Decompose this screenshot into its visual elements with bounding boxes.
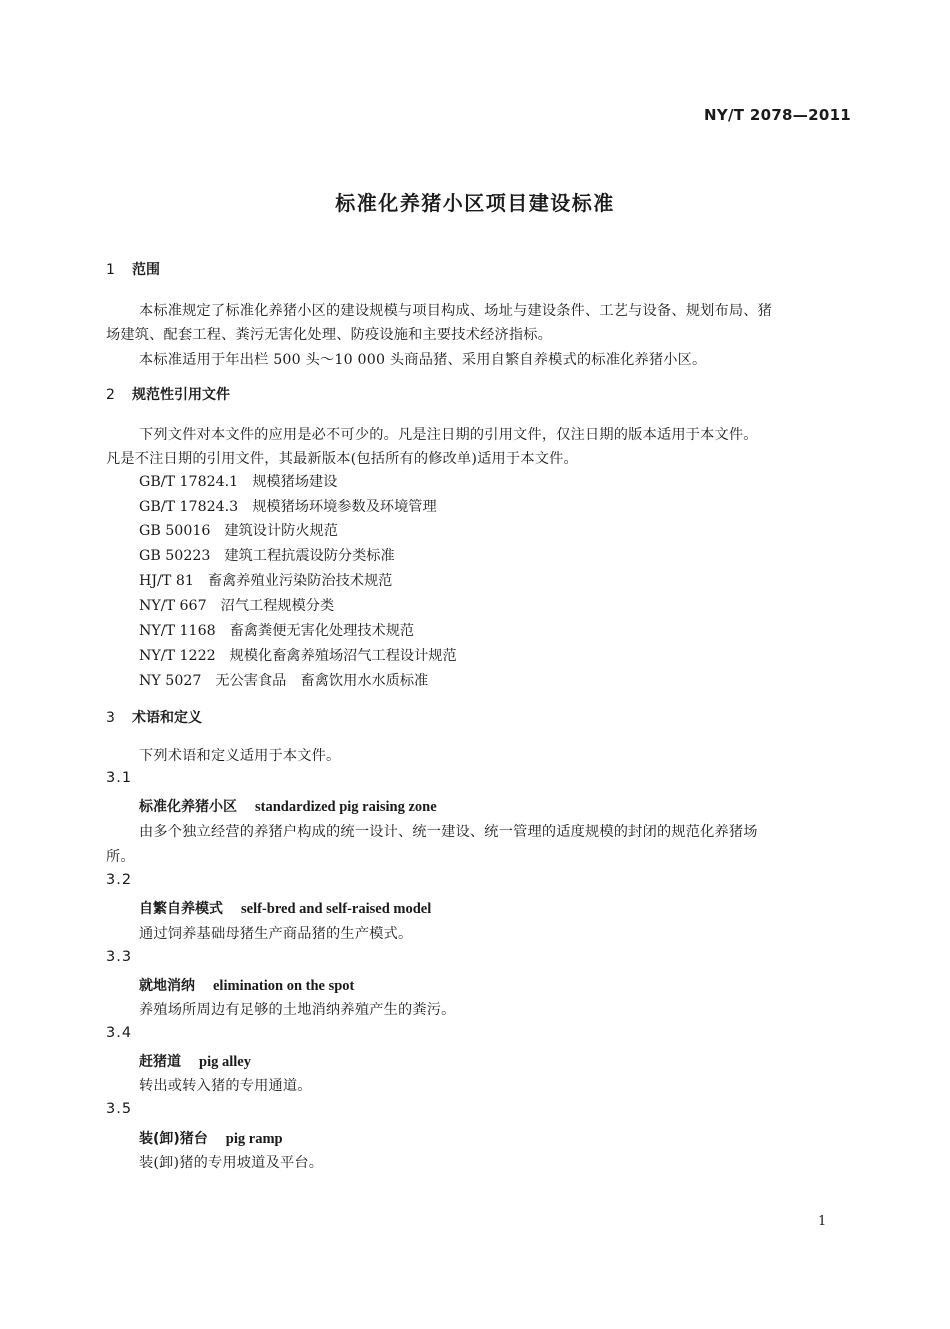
standard-code: NY/T 2078—2011 <box>704 106 852 124</box>
reference-item <box>139 545 395 565</box>
paragraph-line: 下列文件对本文件的应用是必不可少的。凡是注日期的引用文件，仅注日期的版本适用于本文件。 <box>139 427 758 443</box>
term-heading <box>139 1128 283 1148</box>
term-heading <box>139 975 354 995</box>
section-3-heading <box>106 707 202 727</box>
reference-name: 规模猪场环境参数及环境管理 <box>252 499 437 515</box>
term-heading <box>139 898 431 918</box>
section-1-heading <box>106 259 160 279</box>
term-zh: 标准化养猪小区 <box>139 799 237 815</box>
paragraph-line: 场建筑、配套工程、粪污无害化处理、防疫设施和主要技术经济指标。 <box>106 327 553 343</box>
paragraph-line: 本标准适用于年出栏 500 头～10 000 头商品猪、采用自繁自养模式的标准化养猪小区。 <box>139 352 707 368</box>
reference-item <box>139 645 457 665</box>
reference-item <box>139 496 437 516</box>
reference-code: NY/T 1168 <box>139 623 216 639</box>
reference-item <box>139 471 337 491</box>
section-title: 规范性引用文件 <box>132 387 230 403</box>
term-heading <box>139 796 437 816</box>
reference-item <box>139 620 414 640</box>
reference-code: GB/T 17824.1 <box>139 474 239 490</box>
reference-name: 畜禽养殖业污染防治技术规范 <box>207 573 393 589</box>
reference-name: 规模化畜禽养殖场沼气工程设计规范 <box>229 648 457 664</box>
paragraph-line: 本标准规定了标准化养猪小区的建设规模与项目构成、场址与建设条件、工艺与设备、规划布局、猪 <box>139 303 773 319</box>
paragraph-line: 凡是不注日期的引用文件，其最新版本(包括所有的修改单)适用于本文件。 <box>106 451 578 467</box>
reference-name: 无公害食品 畜禽饮用水水质标准 <box>215 673 429 689</box>
term-en: standardized pig raising zone <box>255 799 437 815</box>
reference-code: GB 50016 <box>139 523 211 539</box>
reference-name: 沼气工程规模分类 <box>220 598 335 614</box>
term-definition: 装(卸)猪的专用坡道及平台。 <box>139 1155 324 1171</box>
reference-name: 规模猪场建设 <box>252 474 338 490</box>
reference-code: HJ/T 81 <box>139 573 194 589</box>
section-title: 术语和定义 <box>132 710 202 726</box>
reference-code: NY/T 1222 <box>139 648 216 664</box>
term-en: self-bred and self-raised model <box>241 901 432 917</box>
reference-name: 畜禽粪便无害化处理技术规范 <box>229 623 415 639</box>
reference-item <box>139 670 428 690</box>
term-zh: 自繁自养模式 <box>139 901 223 917</box>
subsection-number: 3.5 <box>106 1101 133 1117</box>
reference-item <box>139 570 392 590</box>
reference-item <box>139 520 338 540</box>
term-en: pig alley <box>199 1054 251 1070</box>
term-en: elimination on the spot <box>213 978 355 994</box>
subsection-number: 3.2 <box>106 872 133 888</box>
reference-code: GB/T 17824.3 <box>139 499 239 515</box>
document-title: 标准化养猪小区项目建设标准 <box>335 191 615 215</box>
reference-code: GB 50223 <box>139 548 211 564</box>
term-heading <box>139 1051 251 1071</box>
reference-code: NY 5027 <box>139 673 202 689</box>
section-number: 1 <box>106 262 115 278</box>
term-en: pig ramp <box>225 1131 283 1147</box>
subsection-number: 3.4 <box>106 1025 133 1041</box>
term-zh: 赶猪道 <box>139 1054 181 1070</box>
term-zh: 装(卸)猪台 <box>139 1131 208 1147</box>
term-definition: 转出或转入猪的专用通道。 <box>139 1078 312 1094</box>
reference-name: 建筑设计防火规范 <box>224 523 338 539</box>
subsection-number: 3.3 <box>106 949 133 965</box>
term-definition: 通过饲养基础母猪生产商品猪的生产模式。 <box>139 926 413 942</box>
paragraph-line: 下列术语和定义适用于本文件。 <box>139 748 341 764</box>
subsection-number: 3.1 <box>106 770 133 786</box>
reference-code: NY/T 667 <box>139 598 207 614</box>
section-title: 范围 <box>132 262 160 278</box>
reference-name: 建筑工程抗震设防分类标准 <box>224 548 395 564</box>
reference-item <box>139 595 334 615</box>
term-definition: 所。 <box>106 849 135 865</box>
section-number: 3 <box>106 710 115 726</box>
term-definition: 养殖场所周边有足够的土地消纳养殖产生的粪污。 <box>139 1002 456 1018</box>
term-definition: 由多个独立经营的养猪户构成的统一设计、统一建设、统一管理的适度规模的封闭的规范化养猪场 <box>139 824 758 840</box>
term-zh: 就地消纳 <box>139 978 195 994</box>
section-number: 2 <box>106 387 115 403</box>
section-2-heading <box>106 384 230 404</box>
page-number: 1 <box>818 1214 827 1229</box>
